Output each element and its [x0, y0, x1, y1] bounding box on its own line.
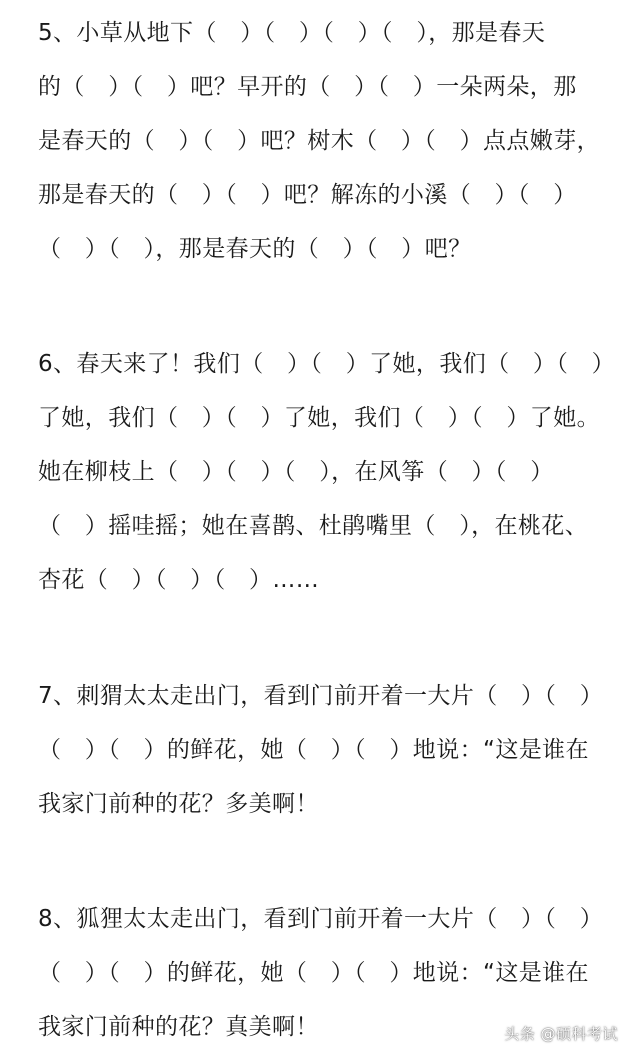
question-line: 那是春天的（ ）（ ）吧？解冻的小溪（ ）（ ） — [38, 182, 577, 208]
question-7 — [38, 669, 613, 831]
question-line: 她在柳枝上（ ）（ ）（ ），在风筝（ ）（ ） — [38, 459, 554, 485]
question-line: 我家门前种的花？多美啊！ — [38, 791, 319, 817]
question-line: （ ）（ ）的鲜花，她（ ）（ ）地说：“这是谁在 — [38, 960, 589, 986]
question-line: 了她，我们（ ）（ ）了她，我们（ ）（ ）了她。 — [38, 405, 600, 431]
question-6 — [38, 337, 616, 607]
question-line: （ ）（ ）的鲜花，她（ ）（ ）地说：“这是谁在 — [38, 737, 589, 763]
question-line: 5、小草从地下（ ）（ ）（ ）（ ），那是春天 — [38, 20, 546, 46]
question-line: 的（ ）（ ）吧？早开的（ ）（ ）一朵两朵，那 — [38, 74, 577, 100]
question-line: 我家门前种的花？真美啊！ — [38, 1014, 319, 1040]
watermark: 头条 @硕科考试 — [504, 1025, 618, 1043]
question-line: 6、春天来了！我们（ ）（ ）了她，我们（ ）（ ） — [38, 351, 616, 377]
question-line: 杏花（ ）（ ）（ ）…… — [38, 567, 320, 593]
question-line: （ ）（ ），那是春天的（ ）（ ）吧？ — [38, 236, 472, 262]
question-line: （ ）摇哇摇；她在喜鹊、杜鹃嘴里（ ），在桃花、 — [38, 513, 589, 539]
question-line: 8、狐狸太太走出门，看到门前开着一大片（ ）（ ） — [38, 906, 604, 932]
question-line: 7、刺猬太太走出门，看到门前开着一大片（ ）（ ） — [38, 683, 604, 709]
question-5 — [38, 6, 613, 276]
question-line: 是春天的（ ）（ ）吧？树木（ ）（ ）点点嫩芽， — [38, 128, 600, 154]
